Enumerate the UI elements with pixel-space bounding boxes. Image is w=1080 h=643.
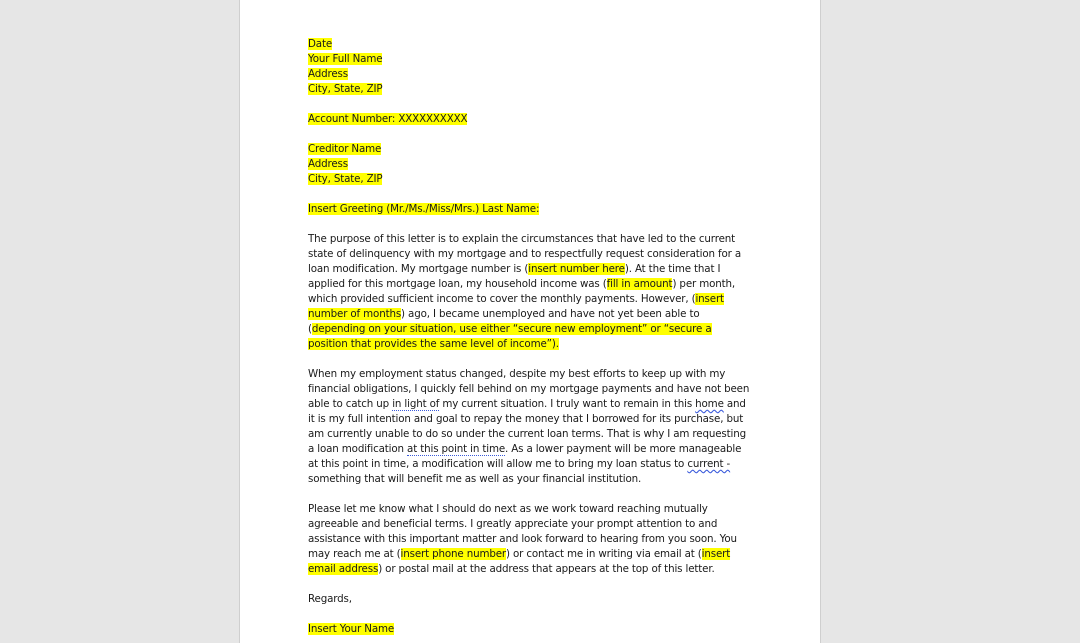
sender-address-placeholder: Address bbox=[308, 68, 348, 80]
para1-text-3: ) per month, which provided sufficient income to cover the monthly payments. However, ( bbox=[308, 278, 735, 305]
email-address-placeholder: insert email address bbox=[308, 548, 731, 575]
paragraph-3 bbox=[308, 502, 754, 577]
signature-placeholder: Insert Your Name bbox=[308, 623, 395, 635]
account-line bbox=[308, 112, 754, 127]
para1-text-2: ). At the time that I applied for this mortgage loan, my household income was ( bbox=[308, 263, 721, 290]
para1-text-4: ) ago, I became unemployed and have not yet been able to ( bbox=[308, 308, 700, 335]
mortgage-number-placeholder: insert number here bbox=[528, 263, 625, 275]
paragraph-2 bbox=[308, 367, 754, 487]
phone-number-placeholder: insert phone number bbox=[400, 548, 507, 560]
months-placeholder: insert number of months bbox=[308, 293, 724, 320]
para2-text-4: . As a lower payment will be more manageable at this point in time, a modification will allow me to bring my loan status to bbox=[308, 443, 742, 470]
closing-line: Regards, bbox=[308, 593, 352, 605]
paragraph-1 bbox=[308, 232, 754, 352]
situation-placeholder: depending on your situation, use either “secure new employment” or “secure a position that provides the same level of income”). bbox=[308, 323, 712, 350]
sender-city-placeholder: City, State, ZIP bbox=[308, 83, 383, 95]
creditor-city-placeholder: City, State, ZIP bbox=[308, 173, 383, 185]
greeting-placeholder: Insert Greeting (Mr./Ms./Miss/Mrs.) Last Name: bbox=[308, 203, 540, 215]
greeting-line bbox=[308, 202, 754, 217]
para3-text-2: ) or contact me in writing via email at ( bbox=[506, 548, 702, 560]
grammar-flag-at-this-point[interactable]: at this point in time bbox=[407, 443, 506, 455]
full-name-placeholder: Your Full Name bbox=[308, 53, 383, 65]
grammar-flag-in-light-of[interactable]: in light of bbox=[392, 398, 440, 410]
para2-text-5: something that will benefit me as well as your financial institution. bbox=[308, 473, 642, 485]
grammar-flag-current[interactable]: current - bbox=[687, 458, 731, 470]
creditor-block bbox=[308, 142, 754, 187]
letter-body[interactable] bbox=[308, 37, 754, 637]
para2-text-2: my current situation. I truly want to remain in this bbox=[439, 398, 696, 410]
para3-text-3: ) or postal mail at the address that appears at the top of this letter. bbox=[378, 563, 715, 575]
para3-text-1: Please let me know what I should do next as we work toward reaching mutually agreeable and beneficial terms. I greatly appreciate your prompt attention to and assistance with this important matter and look forward to hearing from you soon. You may reach me at ( bbox=[308, 503, 737, 560]
sender-block bbox=[308, 37, 754, 97]
document-page bbox=[239, 0, 821, 643]
creditor-name-placeholder: Creditor Name bbox=[308, 143, 382, 155]
para1-text-1: The purpose of this letter is to explain the circumstances that have led to the current state of delinquency with my mortgage and to respectfully request consideration for a loan modification. My mortgage number is ( bbox=[308, 233, 742, 275]
para2-text-1: When my employment status changed, despite my best efforts to keep up with my financial obligations, I quickly fell behind on my mortgage payments and have not been able to catch up bbox=[308, 368, 750, 410]
account-number-placeholder: Account Number: XXXXXXXXXX bbox=[308, 113, 468, 125]
grammar-flag-home[interactable]: home bbox=[695, 398, 724, 410]
income-amount-placeholder: fill in amount bbox=[606, 278, 673, 290]
para2-text-3: and it is my full intention and goal to repay the money that I borrowed for its purchase, but am currently unable to do so under the current loan terms. That is why I am requesting a loan modification bbox=[308, 398, 747, 455]
date-placeholder: Date bbox=[308, 38, 333, 50]
signature-line bbox=[308, 622, 754, 637]
creditor-address-placeholder: Address bbox=[308, 158, 348, 170]
